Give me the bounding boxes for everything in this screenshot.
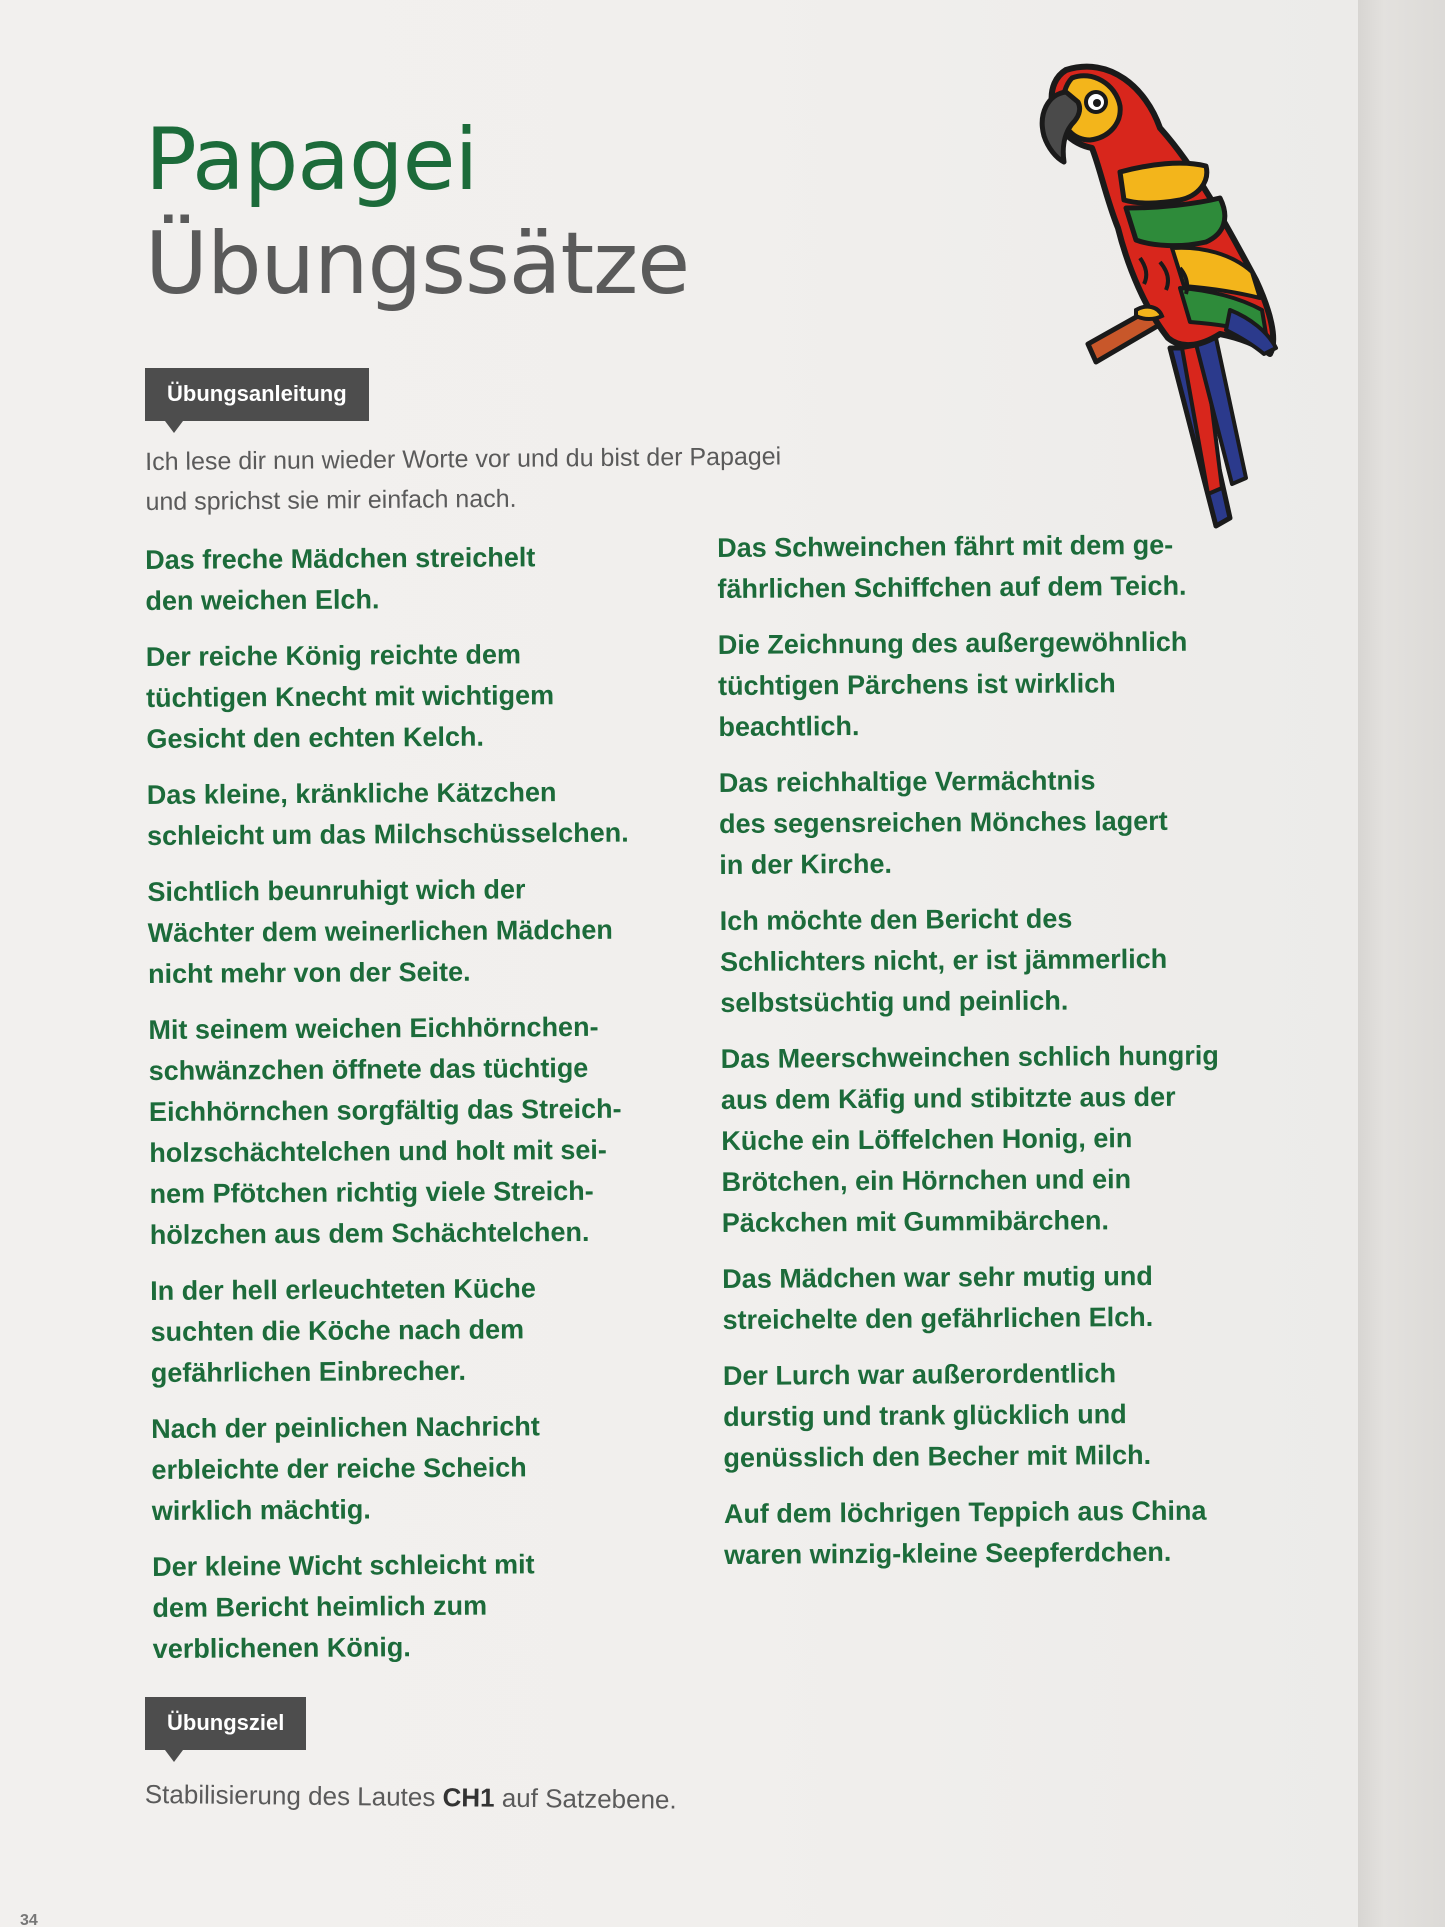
book-page-edge [1358,0,1445,1927]
instruction-label: Übungsanleitung [145,368,369,421]
practice-sentence: Der Lurch war außerordentlich durstig und trank glücklich und genüsslich den Becher mit Milch. [722,1358,1152,1473]
practice-sentence: Ich möchte den Bericht des Schlichters nicht, er ist jämmerlich selbstsüchtig und peinlich. [719,903,1168,1018]
practice-sentence: Auf dem löchrigen Teppich aus China waren winzig-kleine Seepferdchen. [723,1495,1207,1570]
practice-sentence: Nach der peinlichen Nachricht erbleichte der reiche Scheich wirklich mächtig. [151,1411,540,1526]
title-line-2: Übungssätze [145,214,690,314]
instruction-text: Ich lese dir nun wieder Worte vor und du bist der Papagei und sprichst sie mir einfach nach. [145,442,782,516]
goal-text [145,1776,677,1818]
page-title [145,108,689,316]
practice-sentence: Der kleine Wicht schleicht mit dem Bericht heimlich zum verblichenen König. [152,1549,535,1664]
sentences-right-column [717,524,1264,1591]
sentences-left-column [145,536,673,1685]
practice-sentence: Das Meerschweinchen schlich hungrig aus dem Käfig und stibitzte aus der Küche ein Löffelchen Honig, ein Brötchen, ein Hörnchen und ein Päckchen mit Gummibärchen. [720,1040,1219,1238]
goal-text-after: auf Satzebene. [501,1782,677,1815]
goal-sound: CH1 [442,1782,495,1813]
practice-sentence: Der reiche König reichte dem tüchtigen Knecht mit wichtigem Gesicht den echten Kelch. [145,639,555,754]
title-line-1: Papagei [145,110,478,210]
practice-sentence: Das kleine, kränkliche Kätzchen schleicht um das Milchschüsselchen. [146,777,629,851]
parrot-illustration [1020,48,1320,538]
goal-label: Übungsziel [145,1697,306,1750]
practice-sentence: Das freche Mädchen streichelt den weichen Elch. [145,542,536,616]
page-number: 34 [20,1912,38,1927]
goal-text-before: Stabilisierung des Lautes [144,1778,436,1813]
practice-sentence: In der hell erleuchteten Küche suchten die Köche nach dem gefährlichen Einbrecher. [150,1273,536,1388]
practice-sentence: Die Zeichnung des außergewöhnlich tüchtigen Pärchens ist wirklich beachtlich. [717,626,1188,742]
practice-sentence: Mit seinem weichen Eichhörnchen- schwänzchen öffnete das tüchtige Eichhörnchen sorgfältig das Streich- holzschächtelchen und holt mit sei- nem Pfötchen richtig viele Streich- hölzchen aus dem Schächtelchen. [148,1011,622,1250]
practice-sentence: Sichtlich beunruhigt wich der Wächter dem weinerlichen Mädchen nicht mehr von der Seite. [147,874,613,989]
practice-sentence: Das Schweinchen fährt mit dem ge- fährlichen Schiffchen auf dem Teich. [717,529,1187,604]
practice-sentence: Das Mädchen war sehr mutig und streichelte den gefährlichen Elch. [722,1260,1154,1335]
practice-sentence: Das reichhaltige Vermächtnis des segensreichen Mönches lagert in der Kirche. [718,765,1168,880]
